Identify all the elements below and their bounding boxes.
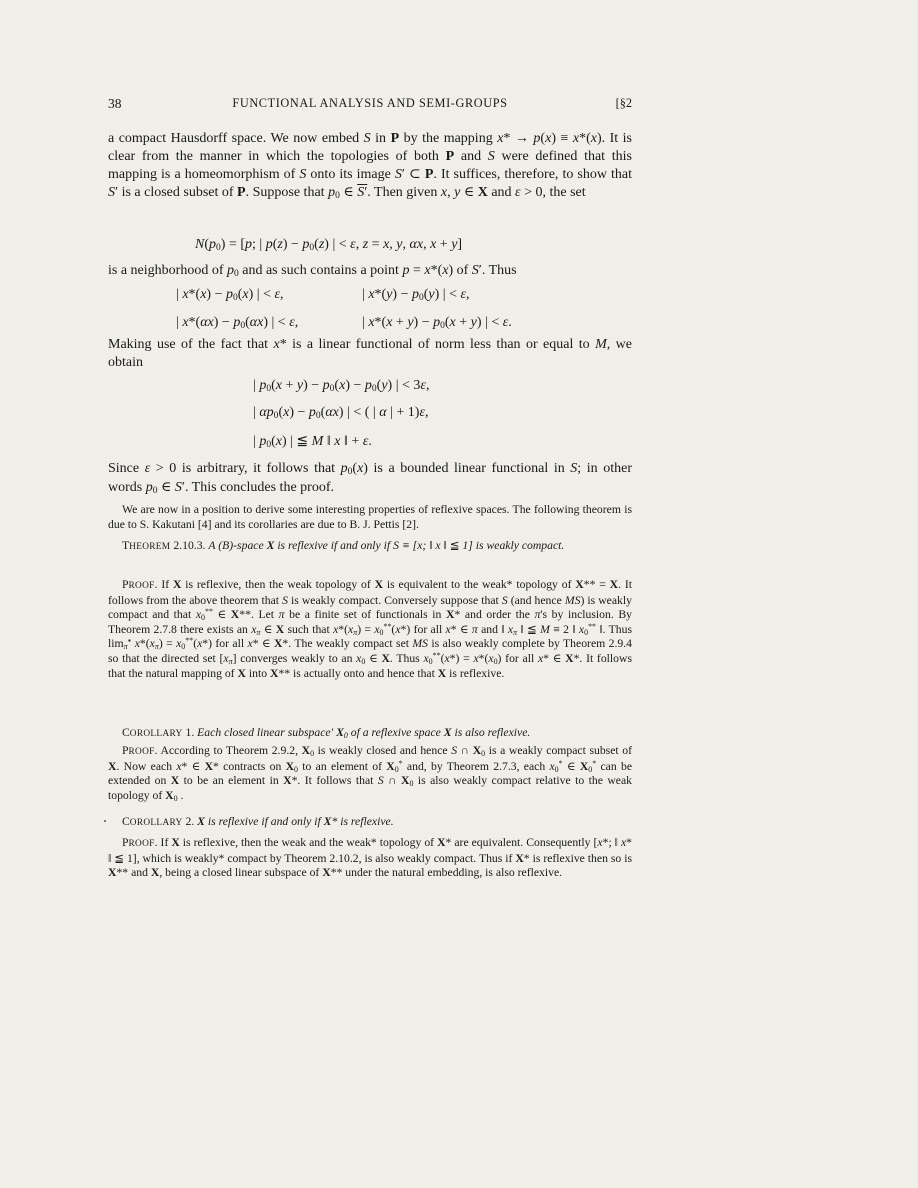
paragraph-making-use: Making use of the fact that x* is a linear functional of norm less than or equal to M, we obtain — [108, 337, 632, 370]
proof-corollary-1: PROOF. According to Theorem 2.9.2, $X_0$ is weakly closed and hence S ∩ $X_0$ is a weakly compact subset of X. Now each x* ∈ X* contracts on $X_0$ to an element of $X_0^*$ and, by Theorem 2.7.3, each $x_0^*$ ∈ $X_0^*$ can be extended on X to be an element in X*. It follows that S ∩ $X_0$ is also weakly compact relative to the weak topology of $X_0$ . — [108, 744, 633, 803]
page-number: 38 — [108, 96, 122, 111]
paragraph-reflexive-intro: We are now in a position to derive some interesting properties of reflexive spaces. The following theorem is due to S. Kakutani [4] and its corollaries are due to B. J. Pettis [2]. — [108, 503, 632, 531]
proof-corollary-2: PROOF. If X is reflexive, then the weak and the weak* topology of X* are equivalent. Consequently [x*; ‖ x* ‖ ≦ 1], which is weakly* compact by Theorem 2.10.2, is also weakly compact. Thus if X* is reflexive then so is X** and X, being a closed linear subspace of X** under the natural embedding, is also reflexive. — [108, 836, 632, 880]
page-header — [108, 96, 632, 114]
equation-stack — [253, 378, 613, 460]
equation-grid — [176, 287, 596, 342]
equation-boundedness: | $p_0(x)$ | ≦ M ‖ x ‖ + ε. — [253, 433, 372, 450]
paragraph-neighborhood: is a neighborhood of $p_0$ and as such contains a point p = x*(x) of S′. Thus — [108, 263, 517, 280]
ink-speck — [104, 820, 106, 822]
paragraph-embedding: a compact Hausdorff space. We now embed S in P by the mapping x* → p(x) ≡ x*(x). It is clear from the manner in which the topologies of both P and S were defined that this mapping is a homeomorphism of S onto its image S′ ⊂ P. It suffices, therefore, to show that S′ is a closed subset of P. Suppose that $p_0$ ∈ S′. Then given x, y ∈ X and ε > 0, the set — [108, 131, 633, 202]
equation-homogeneity: | $\alpha p_0(x) - p_0(\alpha x)$ | < ( | α | + 1)ε, — [253, 405, 429, 422]
section-marker: [§2 — [615, 96, 632, 110]
eq-xstar-x: | $x*(x) - p_0(x)$ | < ε, — [176, 287, 284, 304]
equation-neighborhood-set: $N(p_0) = [p$; | $p(z) - p_0(z)$ | < ε, z = x, y, αx, x + y] — [195, 237, 463, 254]
theorem-2-10-3: THEOREM 2.10.3. A (B)-space X is reflexive if and only if S ≡ [x; ‖ x ‖ ≦ 1] is weakly compact. — [122, 539, 565, 552]
equation-row-1 — [176, 287, 596, 315]
proof-theorem: PROOF. If X is reflexive, then the weak topology of X is equivalent to the weak* topology of X** = X. It follows from the above theorem that S is weakly compact. Conversely suppose that S (and hence MS) is weakly compact and that $x_0^{**}$ ∈ X**. Let π be a finite set of functionals in X* and order the π's by inclusion. By Theorem 2.7.8 there exists an $x_\pi$ ∈ X such that $x*(x_\pi) = x_0^{**}(x*)$ for all x* ∈ π and ‖ $x_\pi$ ‖ ≦ M ≡ 2 ‖ $x_0^{**}$ ‖. Thus $\lim_\pi^▪ x*(x_\pi) = x_0^{**}(x*)$ for all x* ∈ X*. The weakly compact set MS is also weakly complete by Theorem 2.9.4 so that the directed set $[x_\pi]$ converges weakly to an $x_0$ ∈ X. Thus $x_0^{**}(x*) = x*(x_0)$ for all x* ∈ X*. It follows that the natural mapping of X into X** is actually onto and hence that X is reflexive. — [108, 578, 633, 680]
eq-xstar-y: | $x*(y) - p_0(y)$ | < ε, — [362, 287, 470, 304]
paragraph-conclusion: Since ε > 0 is arbitrary, it follows that $p_0(x)$ is a bounded linear functional in S; in other words $p_0$ ∈ S′. This concludes the proof. — [108, 461, 632, 497]
corollary-1: COROLLARY 1. Each closed linear subspace′ $X_0$ of a reflexive space X is also reflexive. — [122, 726, 531, 740]
eq-xstar-alpha-x: | $x*(\alpha x) - p_0(\alpha x)$ | < ε, — [176, 314, 299, 331]
running-title: FUNCTIONAL ANALYSIS AND SEMI-GROUPS — [232, 96, 508, 110]
equation-additivity: | $p_0(x + y) - p_0(x) - p_0(y)$ | < 3ε, — [253, 378, 430, 395]
eq-xstar-x-plus-y: | $x*(x + y) - p_0(x + y)$ | < ε. — [362, 314, 512, 331]
corollary-2: COROLLARY 2. X is reflexive if and only if X* is reflexive. — [122, 815, 394, 828]
